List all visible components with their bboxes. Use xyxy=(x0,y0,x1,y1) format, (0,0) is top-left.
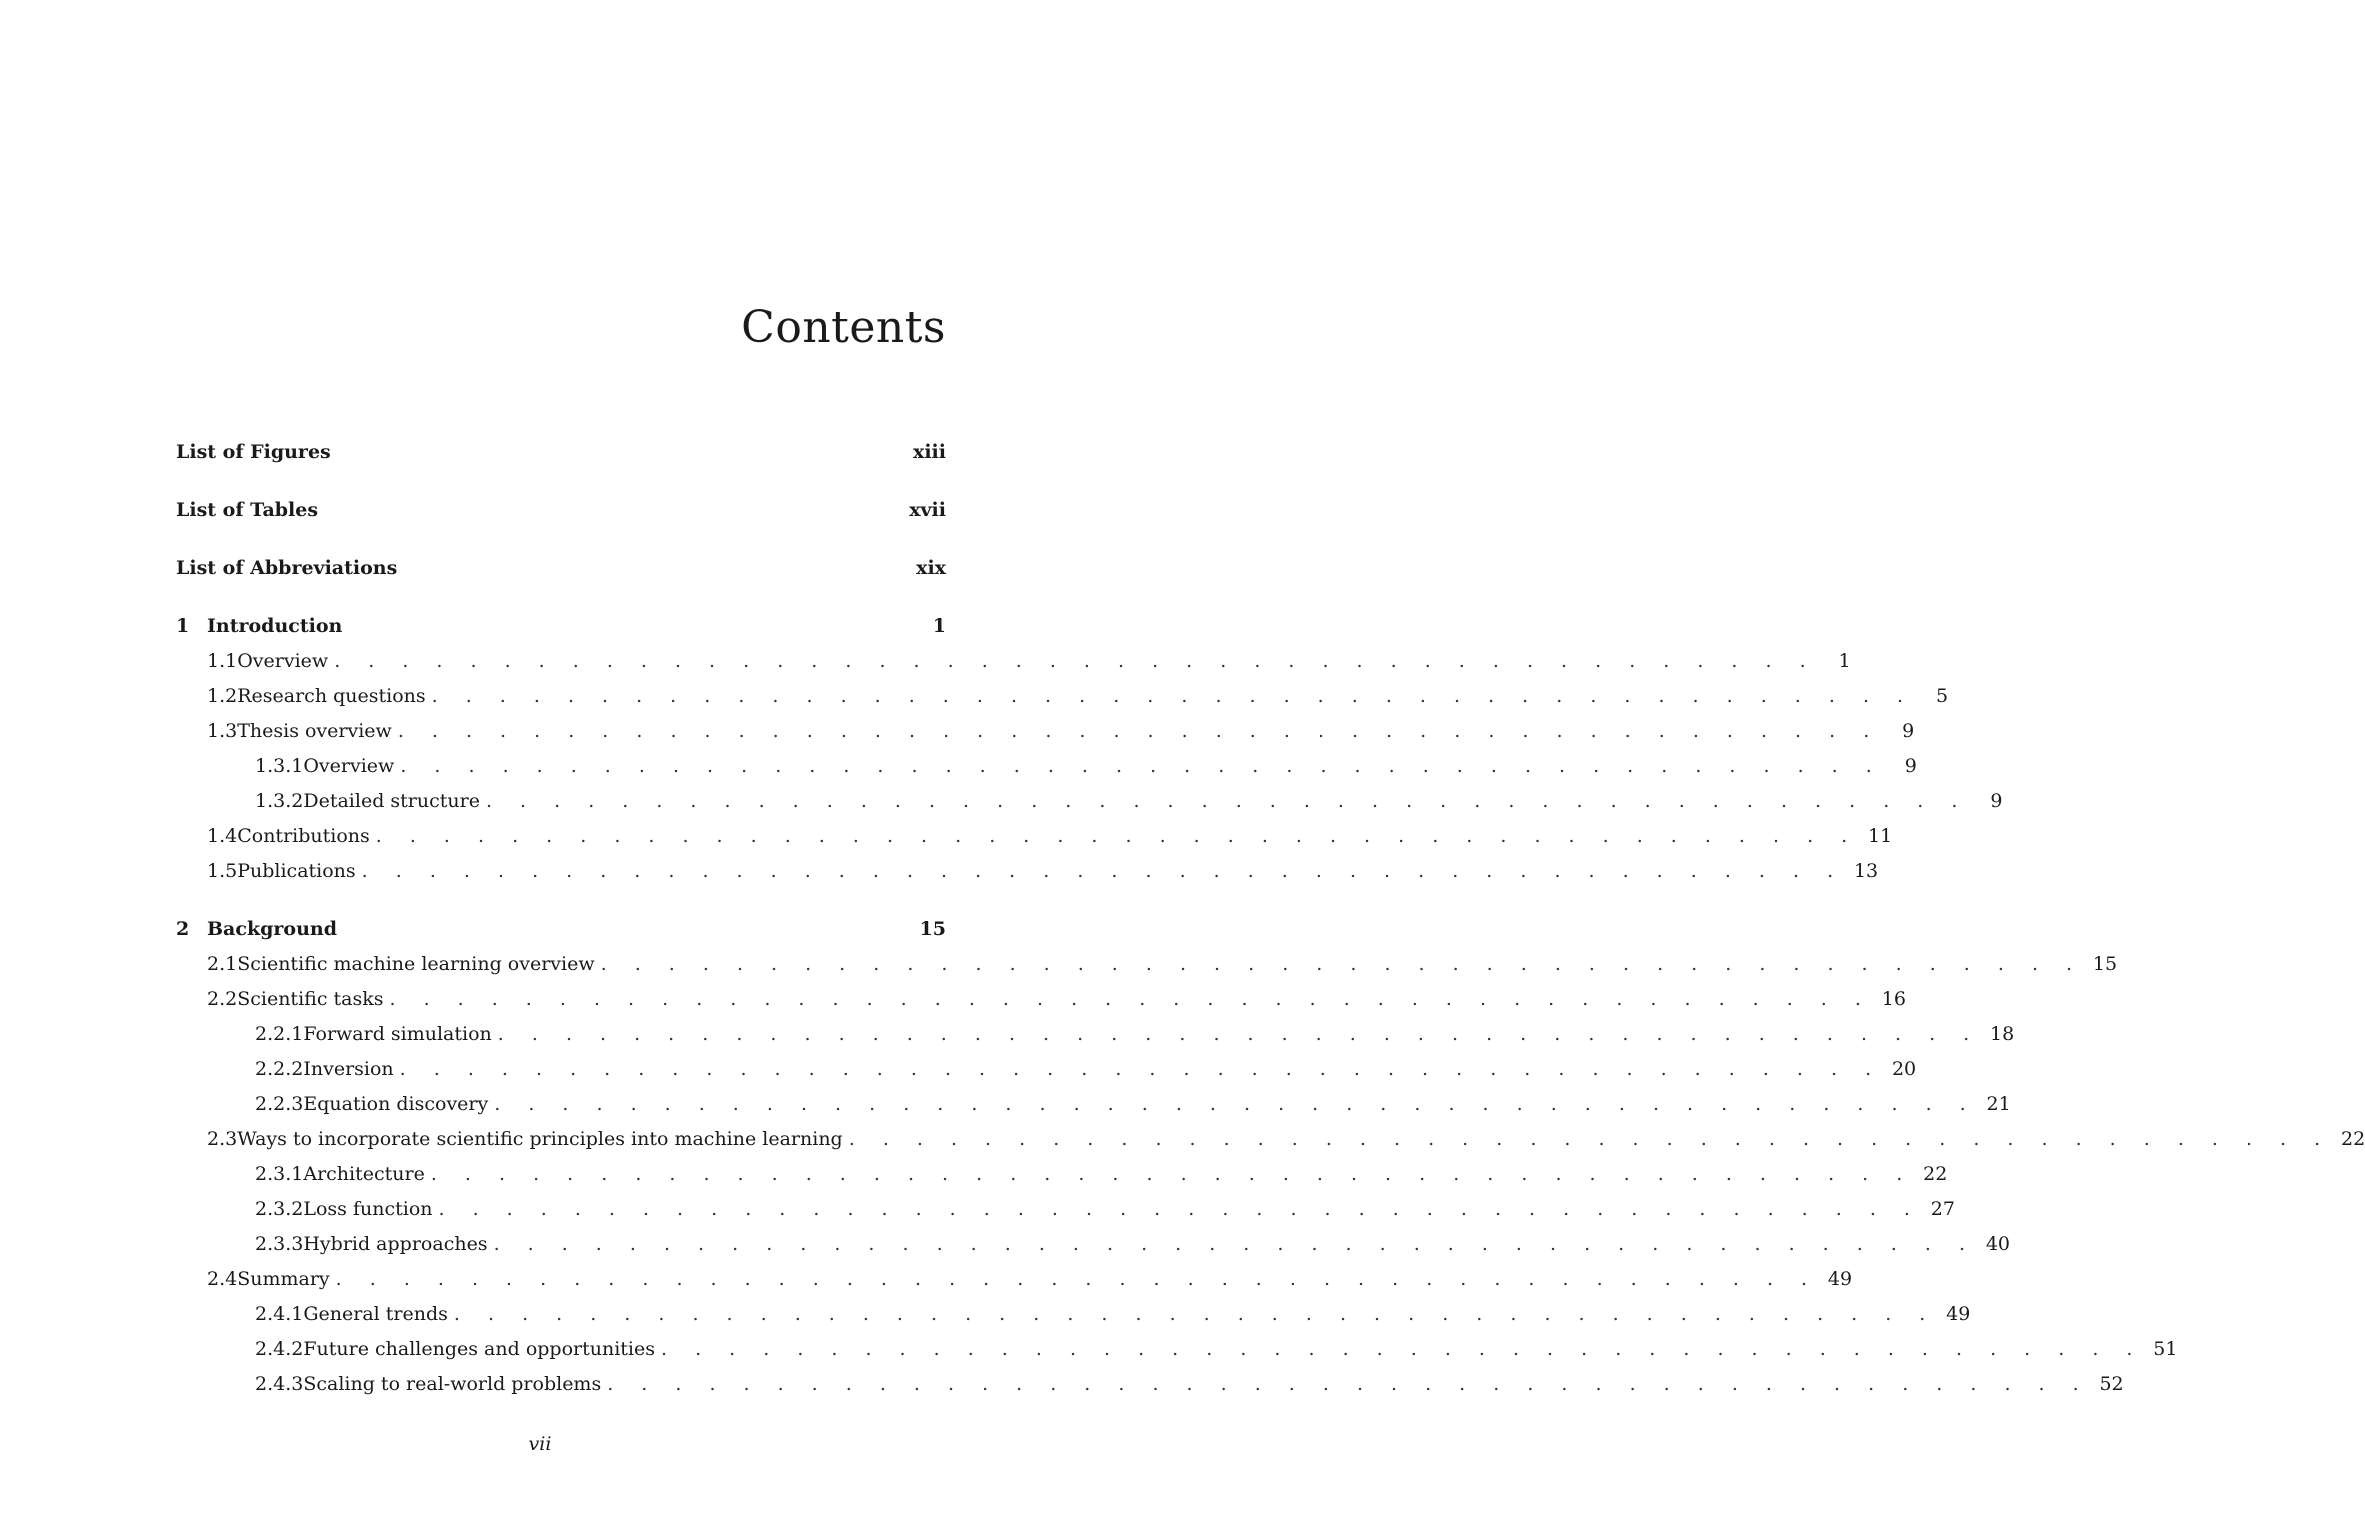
toc-chapter-2[interactable] xyxy=(176,911,946,947)
toc-subsection-2-4-2[interactable] xyxy=(176,1332,2178,1367)
toc-entry-page: 27 xyxy=(1930,1198,1955,1220)
toc-entry-page: 11 xyxy=(1868,825,1893,847)
toc-section-2-1[interactable] xyxy=(176,947,2118,982)
dot-leader: . . . . . . . . . . . . . . . . . . . . . . . . . . . . . . . . . . . . . . . . . . . . xyxy=(438,1198,1921,1220)
dot-leader: . . . . . . . . . . . . . . . . . . . . . . . . . . . . . . . . . . . . . . . . . . . . xyxy=(430,1163,1914,1185)
toc-entry-number: 2.2.2 xyxy=(255,1058,304,1080)
toc-entry-page: 20 xyxy=(1891,1058,1917,1080)
toc-entry-page: 21 xyxy=(1986,1093,2011,1115)
toc-entry-title: Equation discovery xyxy=(303,1093,489,1115)
dot-leader: . . . . . . . . . . . . . . . . . . . . . . . . . . . . . . . . . . . . . . . . . . . . xyxy=(389,988,1872,1010)
dot-leader: . . . . . . . . . . . . . . . . . . . . . . . . . . . . . . . . . . . . . . . . . . . . xyxy=(485,790,1969,812)
dot-leader: . . . . . . . . . . . . . . . . . . . . . . . . . . . . . . . . . . . . . . . . . . . . xyxy=(497,1023,1981,1045)
toc-entry-page: 13 xyxy=(1853,860,1879,882)
toc-entry-number: 2.4.1 xyxy=(255,1303,304,1325)
toc-entry-title: Overview xyxy=(303,755,395,777)
toc-entry-title: Scientific tasks xyxy=(237,988,384,1010)
toc-entry-title: List of Abbreviations xyxy=(176,557,398,579)
toc-entry-page: 9 xyxy=(1902,720,1915,742)
toc-entry-number: 2.4.2 xyxy=(255,1338,304,1360)
dot-leader: . . . . . . . . . . . . . . . . . . . . . . . . . . . . . . . . . . . . . . . . . . . . xyxy=(399,1058,1883,1080)
toc-entry-title: Architecture xyxy=(303,1163,425,1185)
toc-entry-page: 49 xyxy=(1827,1268,1853,1290)
toc-front-list-of-abbreviations[interactable] xyxy=(176,550,946,608)
toc-entry-title: Future challenges and opportunities xyxy=(303,1338,655,1360)
dot-leader: . . . . . . . . . . . . . . . . . . . . . . . . . . . . . . . . . . . . . . . . . . . . xyxy=(361,860,1845,882)
toc-section-1-4[interactable] xyxy=(176,819,1893,854)
toc-section-1-2[interactable] xyxy=(176,679,1949,714)
toc-entry-page: 18 xyxy=(1990,1023,2015,1045)
toc-entry-title: Detailed structure xyxy=(303,790,480,812)
toc-entry-number: 1.2 xyxy=(207,685,238,707)
toc-entry-number: 1.3.1 xyxy=(255,755,304,777)
toc-entry-number: 2.2.3 xyxy=(255,1093,304,1115)
toc-entry-number: 1.5 xyxy=(207,860,238,882)
toc-section-2-3[interactable] xyxy=(176,1122,2365,1157)
toc-subsection-2-2-2[interactable] xyxy=(176,1052,1917,1087)
dot-leader: . . . . . . . . . . . . . . . . . . . . . . . . . . . . . . . . . . . . . . . . . . . . xyxy=(335,1268,1819,1290)
toc-entry-number: 2.3.1 xyxy=(255,1163,304,1185)
toc-chapter-title: Background xyxy=(207,918,337,940)
toc-entry-number: 2.1 xyxy=(207,953,238,975)
toc-entry-title: General trends xyxy=(303,1303,448,1325)
toc-entry-title: Scaling to real-world problems xyxy=(303,1373,602,1395)
toc-entry-number: 1.1 xyxy=(207,650,238,672)
toc-subsection-2-4-3[interactable] xyxy=(176,1367,2124,1402)
toc-entry-number: 2.2 xyxy=(207,988,238,1010)
toc-front-list-of-figures[interactable] xyxy=(176,434,946,492)
dot-leader: . . . . . . . . . . . . . . . . . . . . . . . . . . . . . . . . . . . . . . . . . . . . xyxy=(397,720,1881,742)
page-title: Contents xyxy=(741,302,946,353)
toc-entry-number: 2.3 xyxy=(207,1128,238,1150)
page-number: vii xyxy=(528,1433,552,1455)
toc-entry-title: List of Figures xyxy=(176,441,331,463)
toc-chapter-page: 1 xyxy=(932,615,946,637)
toc-entry-title: Hybrid approaches xyxy=(303,1233,488,1255)
dot-leader: . . . . . . . . . . . . . . . . . . . . . . . . . . . . . . . . . . . . . . . . . . . . xyxy=(607,1373,2090,1395)
toc-entry-page: 15 xyxy=(2092,953,2118,975)
toc-entry-page: 5 xyxy=(1935,685,1949,707)
toc-chapter-number: 1 xyxy=(176,615,190,637)
toc-entry-title: List of Tables xyxy=(176,499,319,521)
toc-entry-title: Summary xyxy=(237,1268,330,1290)
toc-entry-title: Overview xyxy=(237,650,329,672)
dot-leader: . . . . . . . . . . . . . . . . . . . . . . . . . . . . . . . . . . . . . . . . . . . . xyxy=(375,825,1859,847)
toc-entry-page: xvii xyxy=(909,499,946,521)
toc-section-2-4[interactable] xyxy=(176,1262,1853,1297)
toc-entry-number: 1.3.2 xyxy=(255,790,304,812)
toc-entry-number: 1.3 xyxy=(207,720,238,742)
toc-chapter-page: 15 xyxy=(919,918,946,940)
toc-chapter-title: Introduction xyxy=(207,615,343,637)
toc-entry-page: xiii xyxy=(913,441,946,463)
toc-subsection-1-3-2[interactable] xyxy=(176,784,2003,819)
toc-subsection-2-3-3[interactable] xyxy=(176,1227,2011,1262)
toc-entry-page: 52 xyxy=(2099,1373,2124,1395)
toc-subsection-1-3-1[interactable] xyxy=(176,749,1917,784)
toc-entry-number: 2.3.3 xyxy=(255,1233,304,1255)
toc-section-1-1[interactable] xyxy=(176,644,1851,679)
dot-leader: . . . . . . . . . . . . . . . . . . . . . . . . . . . . . . . . . . . . . . . . . . . . xyxy=(400,755,1883,777)
toc-subsection-2-2-3[interactable] xyxy=(176,1087,2011,1122)
toc-entry-title: Publications xyxy=(237,860,356,882)
toc-chapter-number: 2 xyxy=(176,918,190,940)
toc-entry-page: 22 xyxy=(2341,1128,2365,1150)
table-of-contents xyxy=(176,434,2365,1402)
dot-leader: . . . . . . . . . . . . . . . . . . . . . . . . . . . . . . . . . . . . . . . . . . . . xyxy=(600,953,2084,975)
toc-subsection-2-4-1[interactable] xyxy=(176,1297,1971,1332)
toc-entry-title: Ways to incorporate scientific principles into machine learning xyxy=(237,1128,843,1150)
toc-front-list-of-tables[interactable] xyxy=(176,492,946,550)
toc-entry-page: 49 xyxy=(1946,1303,1971,1325)
toc-entry-page: 51 xyxy=(2153,1338,2178,1360)
toc-section-1-3[interactable] xyxy=(176,714,1915,749)
toc-subsection-2-2-1[interactable] xyxy=(176,1017,2015,1052)
dot-leader: . . . . . . . . . . . . . . . . . . . . . . . . . . . . . . . . . . . . . . . . . . . . xyxy=(661,1338,2144,1360)
toc-entry-title: Scientific machine learning overview xyxy=(237,953,595,975)
dot-leader: . . . . . . . . . . . . . . . . . . . . . . . . . . . . . . . . . . . . . . . . . . . . xyxy=(493,1233,1977,1255)
toc-entry-number: 2.3.2 xyxy=(255,1198,304,1220)
dot-leader: . . . . . . . . . . . . . . . . . . . . . . . . . . . . . . . . . . . . . . . . . . . . xyxy=(494,1093,1977,1115)
toc-section-2-2[interactable] xyxy=(176,982,1906,1017)
toc-entry-number: 2.4.3 xyxy=(255,1373,304,1395)
toc-entry-number: 1.4 xyxy=(207,825,238,847)
toc-entry-title: Inversion xyxy=(303,1058,394,1080)
dot-leader: . . . . . . . . . . . . . . . . . . . . . . . . . . . . . . . . . . . . . . . . . . . . xyxy=(431,685,1915,707)
toc-entry-title: Research questions xyxy=(237,685,426,707)
toc-entry-title: Forward simulation xyxy=(303,1023,492,1045)
toc-section-1-5[interactable] xyxy=(176,854,1879,889)
toc-subsection-2-3-1[interactable] xyxy=(176,1157,1948,1192)
toc-entry-page: xix xyxy=(916,557,946,579)
toc-entry-title: Thesis overview xyxy=(237,720,392,742)
toc-chapter-1[interactable] xyxy=(176,608,946,644)
dot-leader: . . . . . . . . . . . . . . . . . . . . . . . . . . . . . . . . . . . . . . . . . . . . xyxy=(848,1128,2332,1150)
toc-entry-title: Contributions xyxy=(237,825,370,847)
dot-leader: . . . . . . . . . . . . . . . . . . . . . . . . . . . . . . . . . . . . . . . . . . . . xyxy=(334,650,1817,672)
toc-entry-number: 2.2.1 xyxy=(255,1023,304,1045)
toc-entry-page: 16 xyxy=(1881,988,1906,1010)
toc-subsection-2-3-2[interactable] xyxy=(176,1192,1955,1227)
toc-entry-page: 40 xyxy=(1985,1233,2011,1255)
toc-entry-title: Loss function xyxy=(303,1198,433,1220)
toc-entry-page: 9 xyxy=(1904,755,1917,777)
toc-entry-number: 2.4 xyxy=(207,1268,238,1290)
toc-entry-page: 1 xyxy=(1838,650,1851,672)
toc-entry-page: 22 xyxy=(1923,1163,1948,1185)
dot-leader: . . . . . . . . . . . . . . . . . . . . . . . . . . . . . . . . . . . . . . . . . . . . xyxy=(453,1303,1937,1325)
toc-entry-page: 9 xyxy=(1990,790,2003,812)
